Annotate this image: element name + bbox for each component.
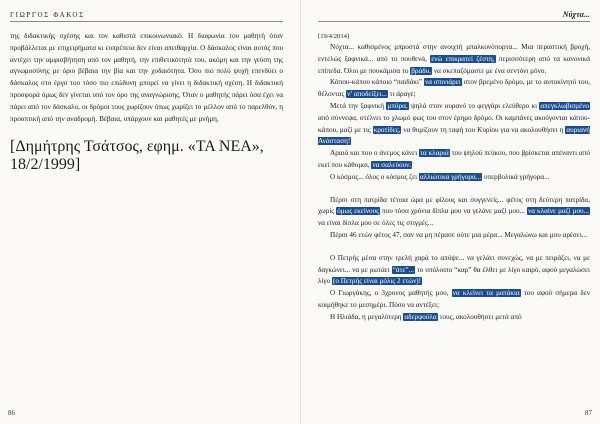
highlighted-text: “άτε”...	[392, 265, 415, 274]
page-number-right: 87	[585, 409, 592, 417]
body-text: ψηλά στον ουρανό το φεγγάρι ελεύθερο κι	[408, 101, 540, 110]
right-page-text	[318, 42, 590, 324]
author-name: ΓΙΩΡΓΟΣ ΦΑΚΟΣ	[10, 11, 85, 19]
highlighted-text: όμως εκείνους	[337, 207, 380, 216]
body-text: από σύννεφα, στέλνει το χλωμό φως του στον έρημο δρόμο. Οι καμπάνες ακούγονται κάπου-κάπου, μαζί με τις	[318, 113, 590, 134]
body-text: Μετά την ξαφνική	[330, 101, 387, 110]
highlighted-text: ν’ αποδείξει...	[347, 90, 387, 99]
paragraph	[318, 148, 590, 172]
body-text: της διδακτικής σχέσης και τον καθιστά επικοινωνιακό. Η διαφωνία του μαθητή όταν προβάλλεται με επιχειρήματα κι ευπρέπεια δεν είναι απειθαρχία. Ο δάσκαλος είναι αυτός που αντέχει την αμφισβήτηση από τον μαθητή, την επιθετικότητά του, ακόμη και την γεύση της αγνωμοσύνης με όριο βέβαια την βία και την χυδαιότητα. Όσο πιο πολύ ψυχή επενδύει ο δάσκαλος στο έργο του τόσο πιο επώδυνη μπορεί να γίνει η διδακτική σχέση. Η διδακτική προσφορά όμως δεν γίνεται υπό τον όρο της αναγνώρισης. Όταν ο μαθητής πάρει όσα έχει να πάρει από τον δάσκαλο, οι δρόμοι τους χωρίζουν όπως χωρίζει το μέλλον από το παρελθόν, η προοπτική από την αναδρομή. Βέβαια, υπάρχουν και μαθητές με μνήμη.	[10, 32, 283, 123]
body-text: Ο κόσμος... όλος ο κόσμος ζει	[330, 172, 419, 181]
chapter-title: Νύχτα...	[562, 10, 590, 19]
highlighted-text: μπόρα,	[387, 101, 408, 110]
paragraph	[318, 312, 590, 324]
highlighted-text: (ο Πετρής είναι μόλις 2 ετών)!	[333, 277, 422, 286]
highlighted-text: να σαλεύουν.	[372, 160, 412, 169]
left-page-header	[10, 7, 283, 22]
body-text: στον βρεμένο δρόμο, με το αυτοκίνητό του, θέλοντας	[318, 78, 590, 99]
body-text: τι άραγε;	[387, 90, 416, 99]
right-page-header	[318, 7, 590, 22]
paragraph	[318, 253, 590, 288]
body-text: Ο Γιωργάκης, ο 3χρονος μαθητής μου,	[330, 289, 452, 298]
paragraph	[318, 288, 590, 312]
body-text: να σκεπαζόμαστε με ένα σεντόνι μόνο.	[432, 66, 547, 75]
body-text: περισσότερη από τα κανονικά επίπεδα. Όλοι με πουκάμισα το	[318, 54, 590, 75]
paragraph	[318, 195, 590, 230]
right-page-text-wrap	[318, 31, 590, 324]
body-text: να είναι δίπλα μου σε όλες τις στιγμές...	[318, 219, 434, 228]
body-text: Κάπου-κάπου κάποιο “παιδάκι”	[330, 78, 424, 87]
highlighted-text: αλλιώτικα γρήγορα...	[419, 172, 482, 181]
highlighted-text: να σπινιάρει	[424, 78, 461, 87]
body-text: να θυμίζουν τη ταφή του Κυρίου για να ακολουθήσει η	[401, 125, 566, 134]
page-number-left: 86	[8, 409, 15, 417]
highlighted-text: κροτίδες,	[373, 125, 401, 134]
body-text: Ο Πετρής μέσα στην τρελή χαρά το απόψε... να γελάει συνεχώς, να με πειράζει, να με δαγκώνει... να με ρωτάει	[318, 253, 590, 274]
paragraph	[318, 77, 590, 101]
left-page-text	[10, 31, 283, 125]
highlighted-text: να κλείνει τα ματάκια	[452, 289, 520, 298]
paragraph	[318, 101, 590, 148]
highlighted-text: απεγκλωβισμένο	[540, 101, 590, 110]
highlighted-text: αδερφούλα	[404, 312, 437, 321]
paragraph	[318, 42, 590, 77]
body-text: υπερβολικά γρήγορα...	[482, 172, 550, 181]
body-text: Αραιά και που ο άνεμος κάνει	[330, 149, 420, 158]
body-text: Νύχτα... καθισμένος μπροστά στην ανοιχτή μπαλκονόπορτα... Μια περαστική βροχή, εντελώς ξαφνικά... από το πουθενά,	[318, 43, 590, 63]
body-text: Πέρσι 46 ετών φέτος 47, σαν να μη πέρασε ούτε μια μέρα... Μεγαλώνω και μου αρέσει...	[330, 230, 588, 239]
citation: [Δημήτρης Τσάτσος, εφημ. «ΤΑ ΝΕΑ», 18/2/1999]	[10, 138, 264, 174]
body-text: του ψηλού πεύκου, που βρίσκεται απέναντι από εκεί που κάθομαι,	[318, 149, 590, 169]
highlighted-text: τα κλαριά	[420, 149, 449, 158]
body-text: που τόσα χρόνια δίπλα μου να γελάνε μαζί μου...	[380, 207, 527, 216]
paragraph	[318, 172, 590, 184]
highlighted-text: βράδυ,	[411, 66, 432, 75]
entry-date: [19/4/2014]	[318, 33, 350, 40]
body-text: του αφού σήμερα δεν κοιμήθηκε το μεσημέρι. Πόσο να αντέξει;	[318, 289, 590, 309]
highlighted-text: αυριανή Ανάσταση!	[318, 125, 590, 146]
body-text: το υπόλοιπο “καρ” θα έλθει με λίγο καιρό, αφού μεγαλώσει λίγο	[318, 265, 590, 286]
paragraph	[10, 31, 283, 125]
body-text: τους, ακολουθήσει μετά από	[437, 312, 522, 321]
right-page	[300, 0, 600, 424]
body-text: Η Ηλιάδα, η μεγαλύτερη	[330, 312, 404, 321]
highlighted-text: να κλαίνε μαζί μου...	[527, 207, 589, 216]
highlighted-text: ενώ επικρατεί ζέστη,	[431, 54, 495, 63]
paragraph	[318, 230, 590, 242]
body-text: Πέρσι στη πατρίδα τέτοια ώρα με φίλους και συγγενείς... φέτος στη δεύτερη πατρίδα, χωρίς	[318, 195, 590, 216]
